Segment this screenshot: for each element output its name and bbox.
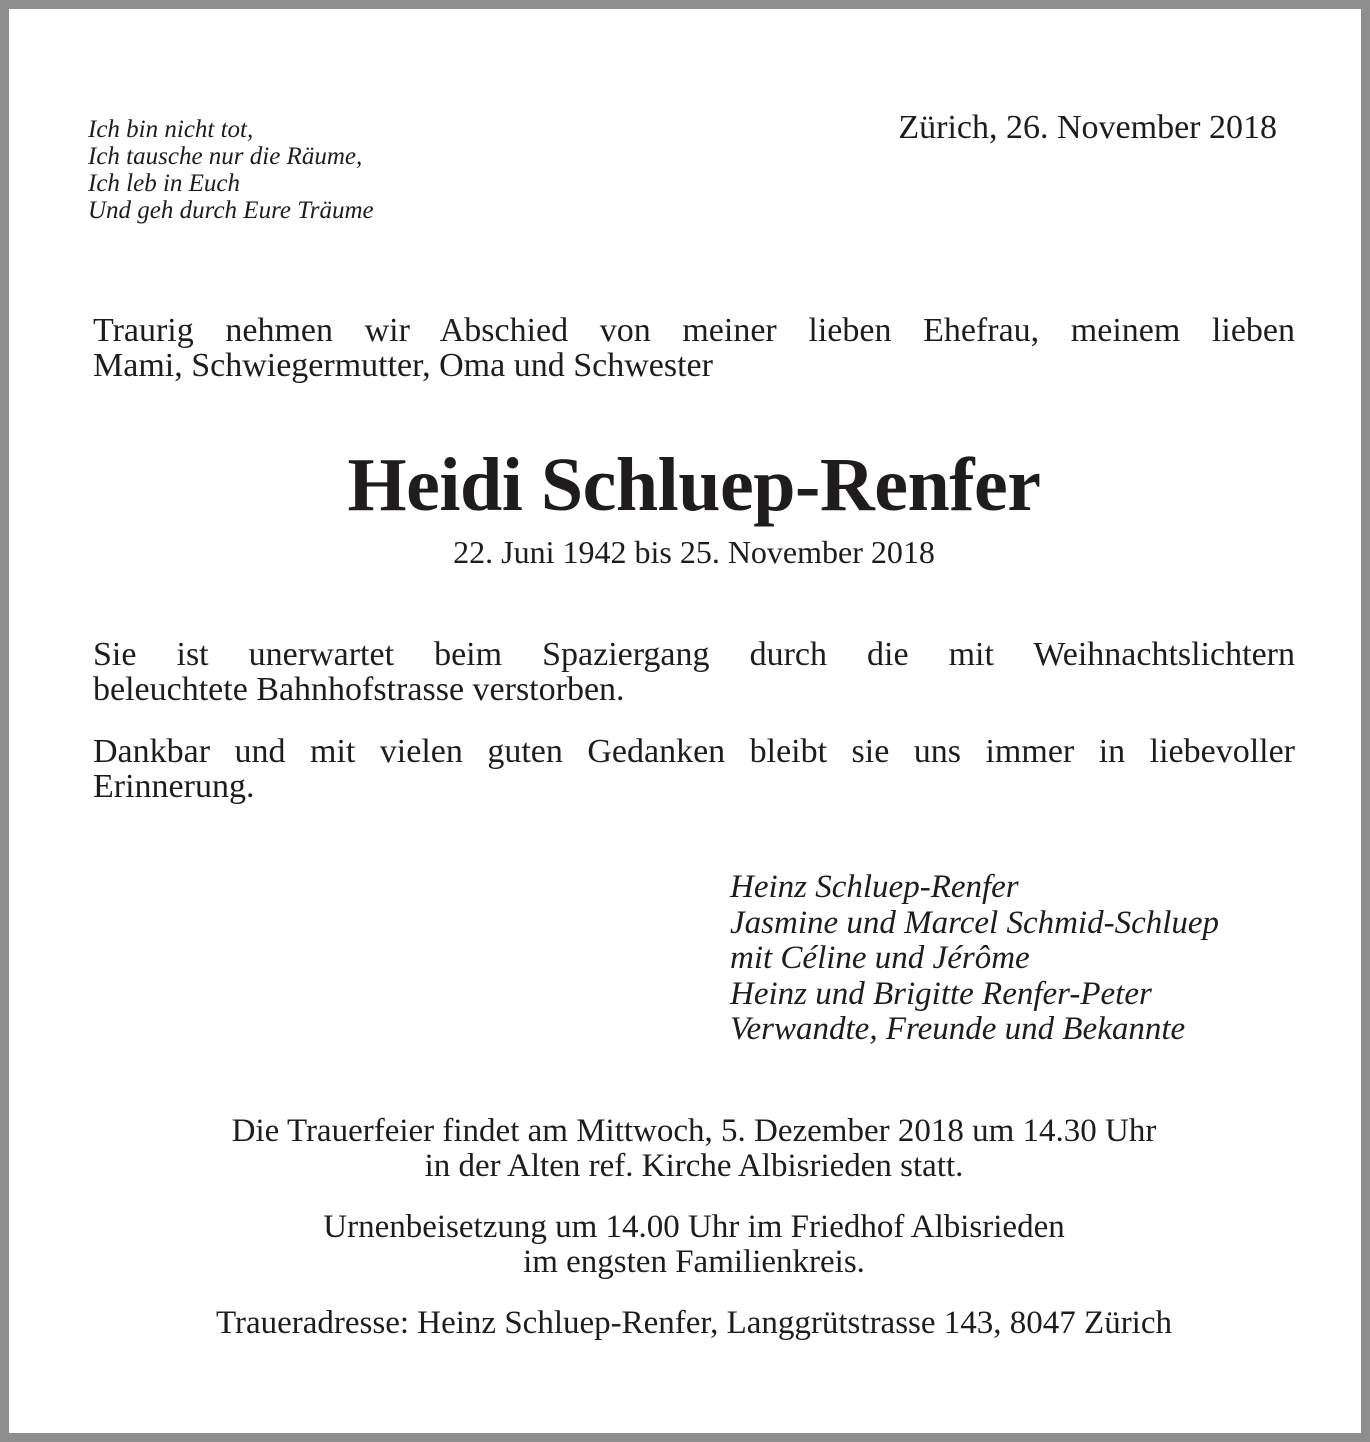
poem xyxy=(88,116,374,224)
service-line: Die Trauerfeier findet am Mittwoch, 5. Dezember 2018 um 14.30 Uhr xyxy=(231,1113,1157,1149)
gratitude-paragraph xyxy=(93,734,1295,804)
poem-line: Ich bin nicht tot, xyxy=(88,116,254,143)
paragraph-line: beleuchtete Bahnhofstrasse verstorben. xyxy=(93,671,625,708)
circumstances-paragraph xyxy=(93,637,1295,707)
mourners-list xyxy=(730,870,1219,1048)
service-line: in der Alten ref. Kirche Albisrieden statt. xyxy=(424,1148,964,1184)
poem-line: Ich leb in Euch xyxy=(88,170,241,197)
urn-line: im engsten Familienkreis. xyxy=(523,1244,865,1280)
mourner-name: Verwandte, Freunde und Bekannte xyxy=(730,1011,1186,1047)
funeral-service-info xyxy=(9,1114,1370,1184)
poem-line: Ich tausche nur die Räume, xyxy=(88,143,363,170)
intro-text xyxy=(93,313,1295,383)
poem-line: Und geh durch Eure Träume xyxy=(88,197,374,224)
mourner-name: Heinz und Brigitte Renfer-Peter xyxy=(730,975,1152,1012)
intro-line: Traurig nehmen wir Abschied von meiner lieben Ehefrau, meinem lieben xyxy=(93,312,1295,349)
paragraph-line: Dankbar und mit vielen guten Gedanken bleibt sie uns immer in liebevoller xyxy=(93,733,1295,770)
urn-line: Urnenbeisetzung um 14.00 Uhr im Friedhof Albisrieden xyxy=(323,1209,1065,1245)
life-dates: 22. Juni 1942 bis 25. November 2018 xyxy=(453,534,935,570)
paragraph-line: Sie ist unerwartet beim Spaziergang durch die mit Weihnachtslichtern xyxy=(93,636,1295,673)
mourner-name: mit Céline und Jérôme xyxy=(730,940,1030,976)
mourner-name: Heinz Schluep-Renfer xyxy=(730,869,1019,905)
paragraph-line: Erinnerung. xyxy=(93,768,255,805)
intro-line: Mami, Schwiegermutter, Oma und Schwester xyxy=(93,347,713,384)
place-date: Zürich, 26. November 2018 xyxy=(898,109,1277,146)
urn-burial-info xyxy=(9,1210,1370,1280)
mourner-name: Jasmine und Marcel Schmid-Schluep xyxy=(730,904,1220,941)
mourning-address: Traueradresse: Heinz Schluep-Renfer, Langgrütstrasse 143, 8047 Zürich xyxy=(215,1305,1173,1341)
deceased-name: Heidi Schluep-Renfer xyxy=(347,443,1041,527)
